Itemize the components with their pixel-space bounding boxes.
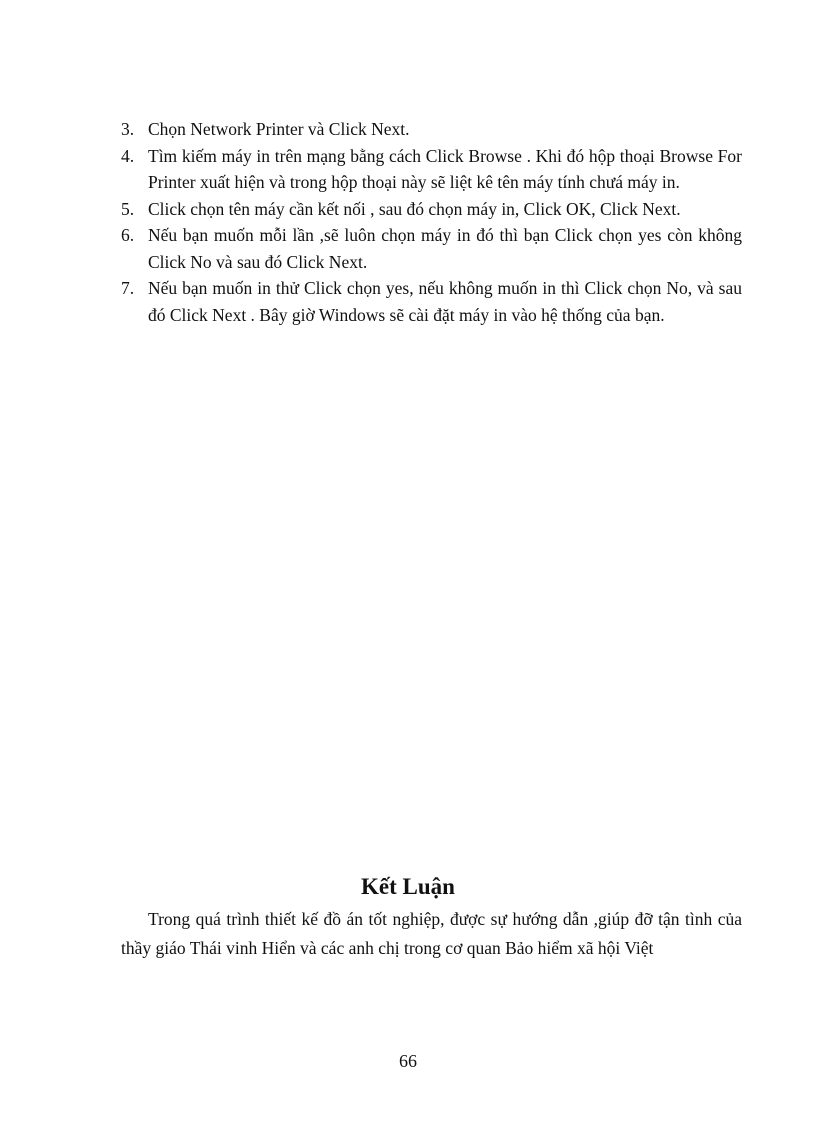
- list-item-number: 5.: [121, 198, 135, 219]
- list-item-text: Nếu bạn muốn in thử Click chọn yes, nếu không muốn in thì Click chọn No, và sau đó Click Next . Bây giờ Windows sẽ cài đặt máy in vào hệ thống của bạn.: [148, 278, 742, 325]
- instruction-list: [121, 116, 742, 328]
- list-item-text: Chọn Network Printer và Click Next.: [148, 119, 410, 139]
- list-item-text: Click chọn tên máy cần kết nối , sau đó chọn máy in, Click OK, Click Next.: [148, 198, 681, 219]
- list-item: [121, 275, 742, 328]
- list-item-text: Tìm kiếm máy in trên mạng bằng cách Click Browse . Khi đó hộp thoại Browse For Printer xuất hiện và trong hộp thoại này sẽ liệt kê tên máy tính chưá máy in.: [148, 145, 742, 192]
- list-item-number: 7.: [121, 278, 135, 298]
- list-item-number: 4.: [121, 145, 135, 166]
- list-item-text: Nếu bạn muốn mỗi lần ,sẽ luôn chọn máy in đó thì bạn Click chọn yes còn không Click No và sau đó Click Next.: [148, 225, 742, 272]
- conclusion-heading: Kết Luận: [361, 874, 455, 899]
- list-item-number: 6.: [121, 225, 135, 245]
- list-item: [121, 196, 742, 223]
- page-number: 66: [399, 1051, 417, 1071]
- list-item: [121, 116, 742, 143]
- conclusion-paragraph: Trong quá trình thiết kế đồ án tốt nghiệp, được sự hướng dẫn ,giúp đỡ tận tình của thầy giáo Thái vinh Hiển và các anh chị trong cơ quan Bảo hiểm xã hội Việt: [121, 909, 742, 958]
- list-item-number: 3.: [121, 119, 135, 139]
- list-item: [121, 222, 742, 275]
- list-item: [121, 143, 742, 196]
